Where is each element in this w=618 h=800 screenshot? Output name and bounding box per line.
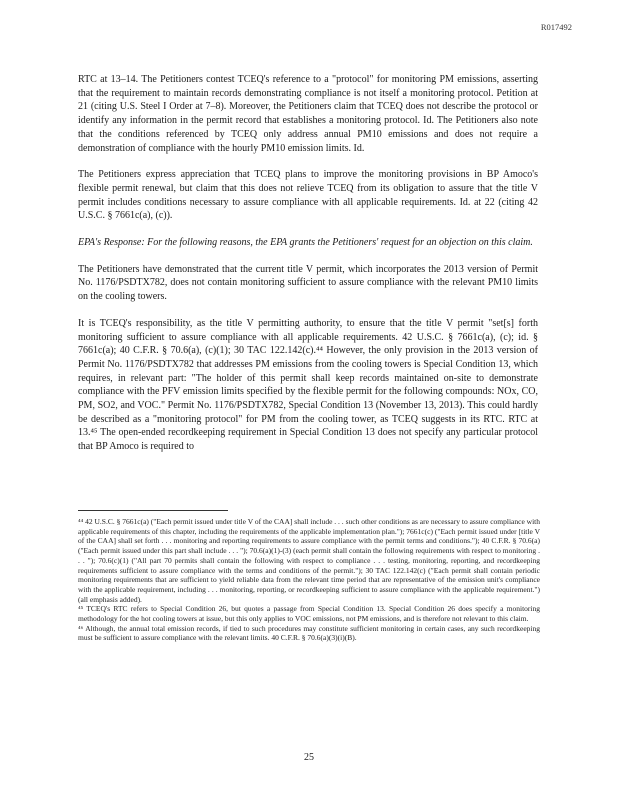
- document-id: R017492: [540, 22, 572, 32]
- footnote-divider: [78, 510, 228, 511]
- body-text: [78, 73, 538, 454]
- paragraph-appreciation: The Petitioners express appreciation that TCEQ plans to improve the monitoring provisions in BP Amoco's flexible permit renewal, but claim that this does not relieve TCEQ from its obligation to assure that the title V permit includes conditions necessary to assure compliance with all applicable requirements. Id. at 22 (citing 42 U.S.C. § 7661c(a), (c)).: [78, 169, 538, 222]
- paragraph-demonstrated: The Petitioners have demonstrated that the current title V permit, which incorporates the 2013 version of Permit No. 1176/PSDTX782, does not contain monitoring sufficient to assure compliance with the relevant PM10 limits on the cooling towers.: [78, 263, 538, 303]
- footnote-46: ⁴⁶ Although, the annual total emission records, if tied to such procedures may constitute sufficient monitoring in certain cases, any such recordkeeping must be sufficient to assure compliance with the relevant limits. 40 C.F.R. § 70.6(a)(3)(i)(B).: [78, 623, 540, 643]
- paragraph-epa-response: EPA's Response: For the following reasons, the EPA grants the Petitioners' request for an objection on this claim.: [78, 237, 533, 249]
- footnote-44: ⁴⁴ 42 U.S.C. § 7661c(a) ("Each permit issued under title V of the CAA] shall include . . . such other conditions as are necessary to assure compliance with applicable requirements of this chapter, including the requirements of the applicable implementation plan."); 7661c(c) ("Each permit issued under [title V of the CAA] shall set forth . . . monitoring and reporting requirements to assure compliance with the permit terms and conditions."); 40 C.F.R. § 70.6(a) ("Each permit issued under this part shall include . . . "); 70.6(a)(1)-(3) (each permit shall contain the following requirements with respect to monitoring . . . "); 70.6(c)(1) ("All part 70 permits shall contain the following with respect to compliance . . . testing, monitoring, reporting, and recordkeeping requirements sufficient to assure compliance with the terms and conditions of the permit."); 30 TAC 122.142(c) ("Each permit shall contain periodic monitoring requirements that are sufficient to yield reliable data from the relevant time period that are representative of the emission unit's compliance with the applicable requirement, including . . . monitoring, reporting, or recordkeeping sufficient to assure compliance with the applicable requirement.") (all emphasis added).: [78, 517, 540, 604]
- paragraph-rtc: RTC at 13–14. The Petitioners contest TCEQ's reference to a "protocol" for monitoring PM emissions, asserting that the requirement to maintain records demonstrating compliance is not itself a monitoring protocol. Petition at 21 (citing U.S. Steel I Order at 7–8). Moreover, the Petitioners claim that TCEQ does not describe the protocol or identify any information in the permit record that establishes a monitoring protocol. Id. The Petitioners also note that the conditions referenced by TCEQ only address annual PM10 emissions and does not require a demonstration of compliance with the hourly PM10 emission limits. Id.: [78, 74, 538, 154]
- paragraph-responsibility: It is TCEQ's responsibility, as the title V permitting authority, to ensure that the title V permit "set[s] forth monitoring sufficient to assure compliance with all applicable requirements. 42 U.S.C. § 7661c(a), (c); id. § 7661c(a); 40 C.F.R. § 70.6(a), (c)(1); 30 TAC 122.142(c).⁴⁴ However, the only provision in the 2013 version of Permit No. 1176/PSDTX782 that addresses PM emissions from the cooling towers is Special Condition 13, which requires, in relevant part: "The holder of this permit shall keep records maintained on-site to demonstrate compliance with the PFV emission limits specified by the flexible permit for the following compounds: NOx, CO, PM, SO2, and VOC." Permit No. 1176/PSDTX782, Special Condition 13 (November 13, 2013). This could hardly be described as a "monitoring protocol" for PM from the cooling tower, as TCEQ suggests in its RTC. RTC at 13.⁴⁵ The open-ended recordkeeping requirement in Special Condition 13 does not specify any particular protocol that BP Amoco is required to: [78, 317, 538, 453]
- footnotes: [78, 517, 540, 643]
- page-number: 25: [304, 752, 314, 763]
- footnote-45: ⁴⁵ TCEQ's RTC refers to Special Condition 26, but quotes a passage from Special Condition 13. Special Condition 26 does specify a monitoring methodology for the hot cooling towers at issue, but this only applies to VOC emissions, not PM emissions, and is therefore not relevant to this claim.: [78, 604, 540, 624]
